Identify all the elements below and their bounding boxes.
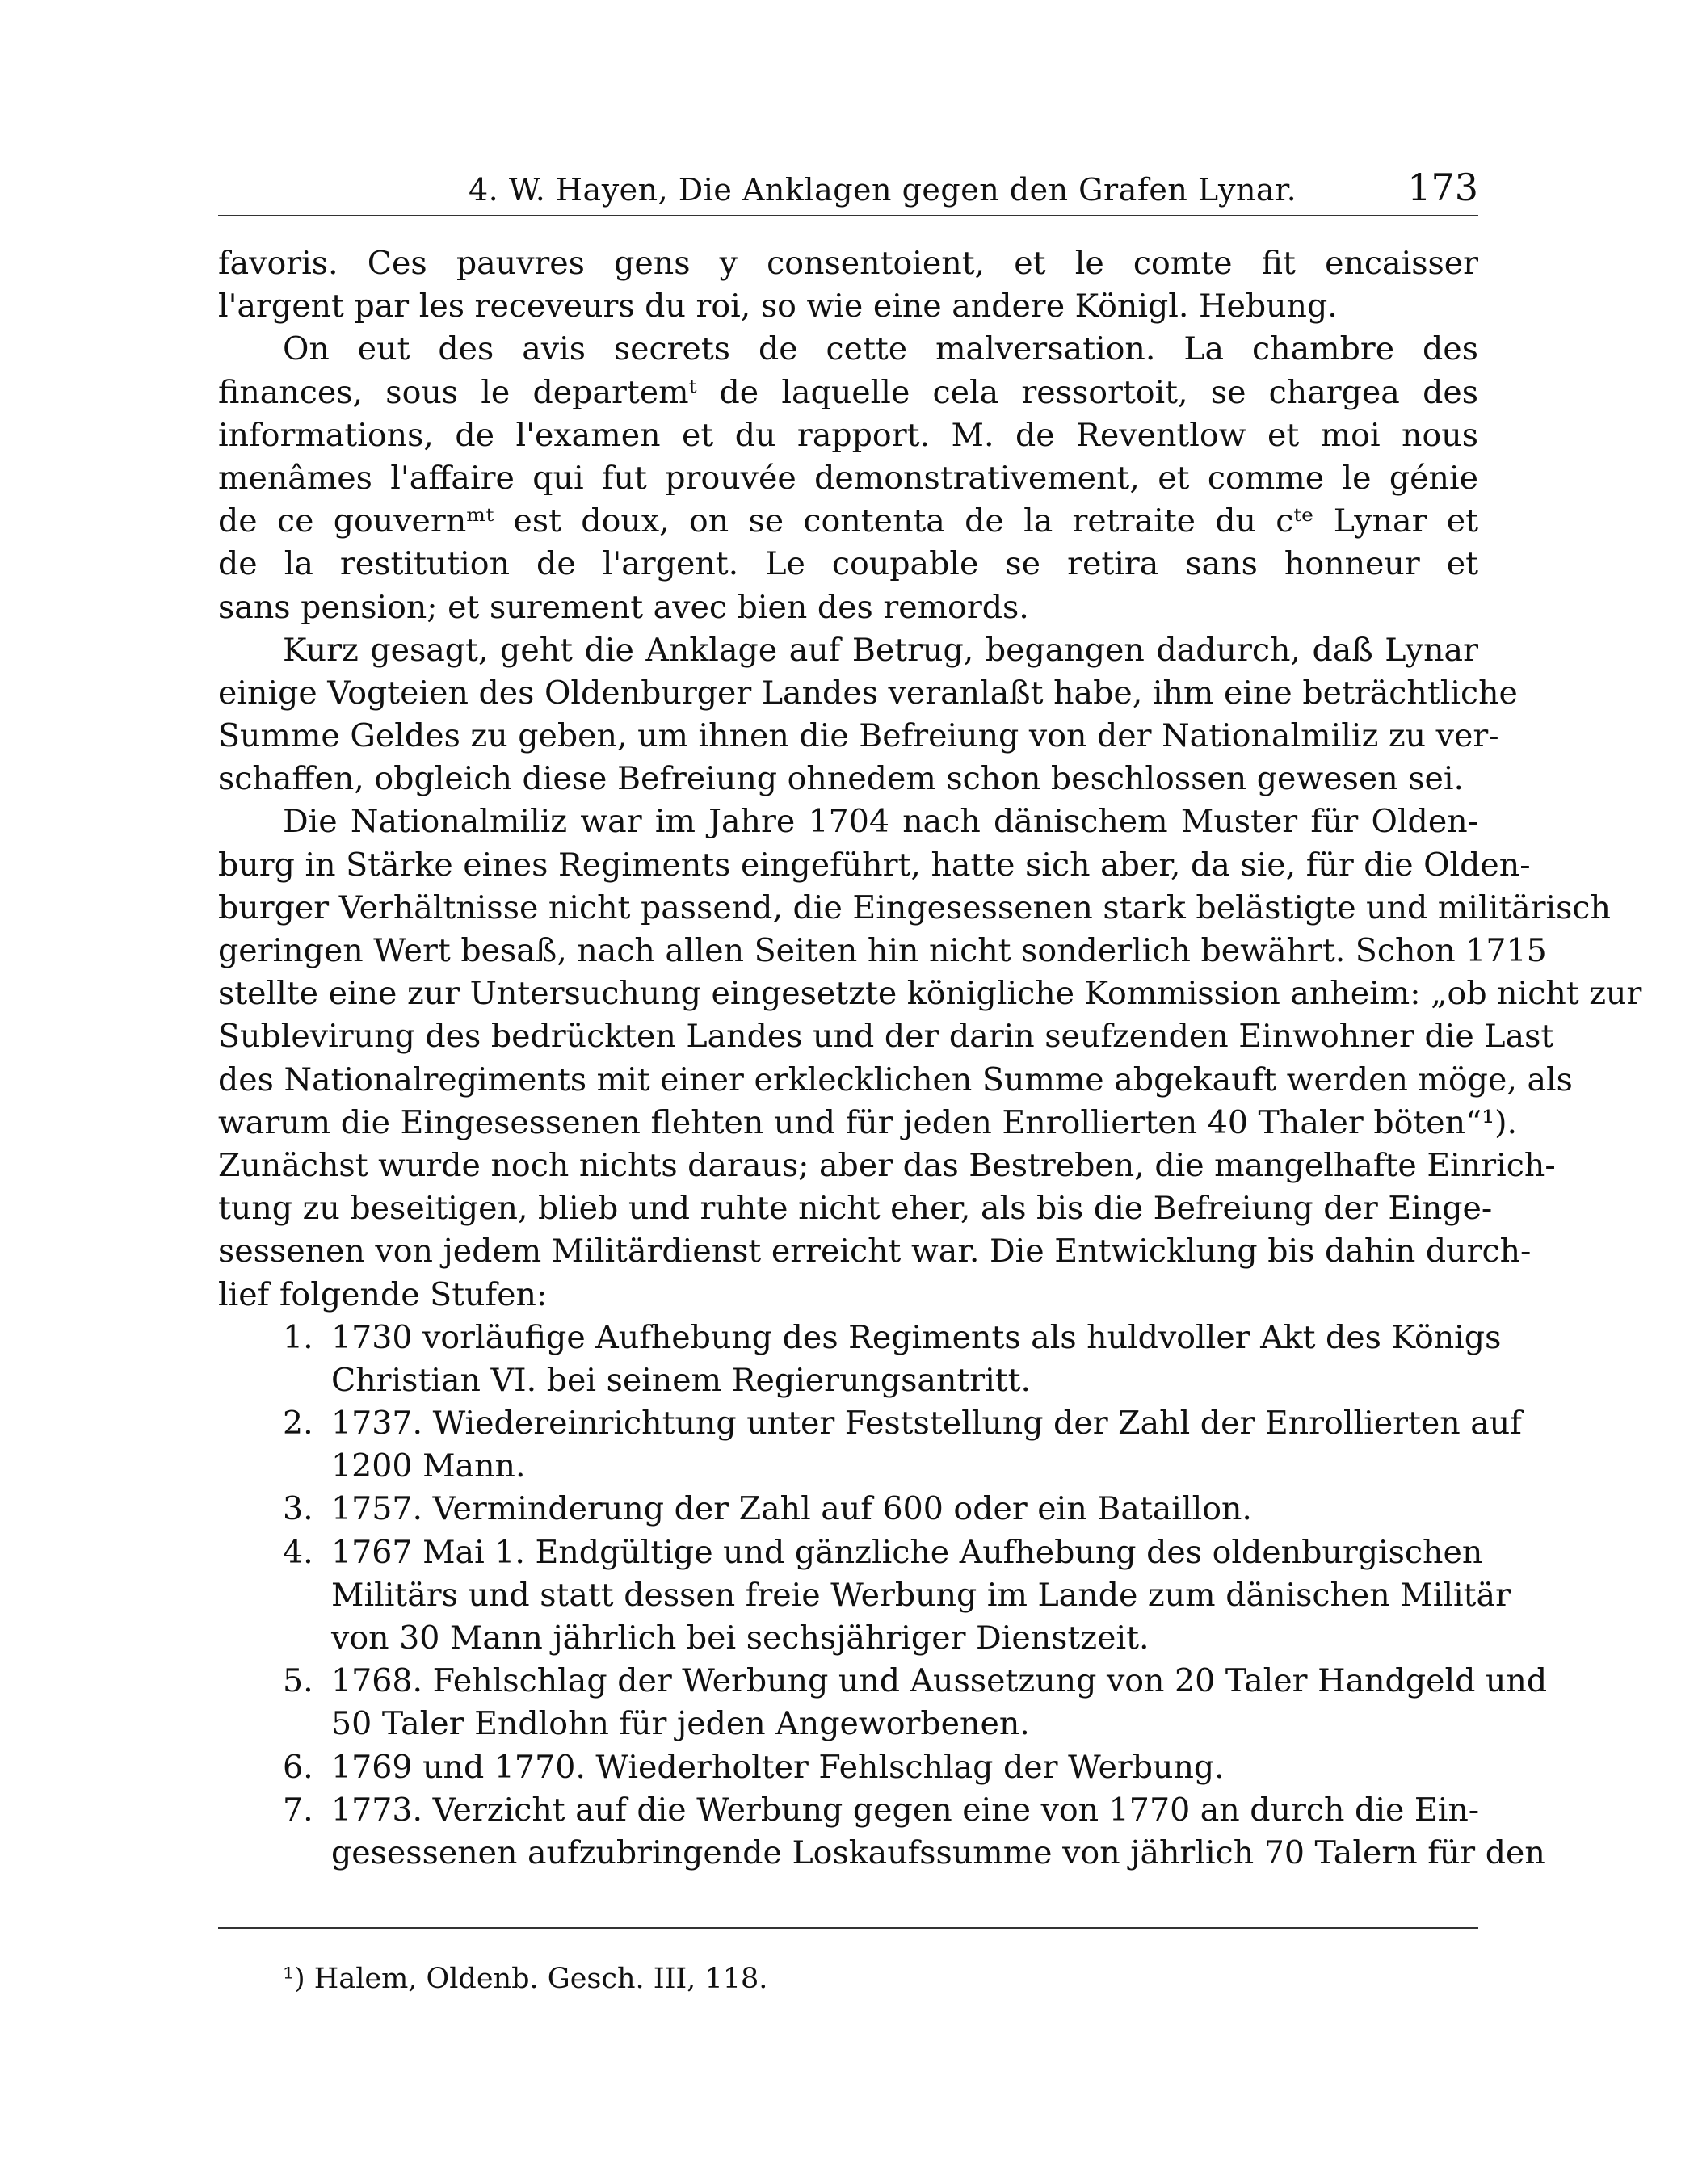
text-line: Christian VI. bei seinem Regierungsantritt. — [331, 1361, 1032, 1399]
list-number: 4. — [283, 1533, 313, 1571]
text-line: einige Vogteien des Oldenburger Landes veranlaßt habe, ihm eine beträchtliche — [218, 674, 1518, 712]
list-item — [218, 1488, 1478, 1531]
text-line: tung zu beseitigen, blieb und ruhte nicht eher, als bis die Befreiung der Einge- — [218, 1190, 1493, 1228]
stages-list — [218, 1317, 1548, 1875]
text-line: 1767 Mai 1. Endgültige und gänzliche Aufhebung des oldenburgischen — [331, 1533, 1483, 1571]
list-item — [218, 1660, 1548, 1745]
french-quote — [218, 242, 1478, 629]
text-line: l'argent par les receveurs du roi, so wie eine andere Königl. Hebung. — [218, 288, 1338, 326]
text-line: gesessenen aufzubringende Loskaufssumme von jährlich 70 Talern für den — [331, 1833, 1545, 1871]
paragraph-nationalmiliz — [218, 800, 1642, 1316]
list-number: 2. — [283, 1405, 313, 1443]
footnote: ¹) Halem, Oldenb. Gesch. III, 118. — [283, 1963, 768, 1995]
text-line: von 30 Mann jährlich bei sechsjähriger Dienstzeit. — [331, 1619, 1150, 1657]
footnote-rule — [218, 1927, 1478, 1929]
text-line: informations, de l'examen et du rapport. M. de Reventlow et moi nous — [218, 416, 1478, 454]
list-number: 1. — [283, 1318, 313, 1356]
text-line: 50 Taler Endlohn für jeden Angeworbenen. — [331, 1705, 1030, 1743]
text-line: favoris. Ces pauvres gens y consentoient, et le comte fit encaisser — [218, 245, 1478, 282]
list-item — [218, 1789, 1545, 1875]
list-number: 6. — [283, 1748, 313, 1786]
text-line: burg in Stärke eines Regiments eingeführt, hatte sich aber, da sie, für die Olden- — [218, 846, 1531, 884]
text-line: sessenen von jedem Militärdienst erreicht war. Die Entwicklung bis dahin durch- — [218, 1233, 1532, 1270]
text-line: 1757. Verminderung der Zahl auf 600 oder ein Bataillon. — [331, 1490, 1252, 1528]
text-line: 1769 und 1770. Wiederholter Fehlschlag der Werbung. — [331, 1748, 1225, 1786]
text-line: menâmes l'affaire qui fut prouvée demonstrativement, et comme le génie — [218, 459, 1478, 497]
body-text — [218, 242, 1642, 1875]
text-line: finances, sous le departemᵗ de laquelle cela ressortoit, se chargea des — [218, 373, 1478, 411]
page-number: 173 — [1407, 166, 1478, 209]
text-line: Die Nationalmiliz war im Jahre 1704 nach dänischem Muster für Olden- — [283, 803, 1478, 841]
text-line: Kurz gesagt, geht die Anklage auf Betrug, begangen dadurch, daß Lynar — [283, 631, 1478, 669]
text-line: 1200 Mann. — [331, 1447, 526, 1485]
running-head — [218, 166, 1478, 214]
text-line: de ce gouvernᵐᵗ est doux, on se contenta de la retraite du cᵗᵉ Lynar et — [218, 502, 1478, 540]
text-line: lief folgende Stufen: — [218, 1275, 548, 1313]
text-line: schaffen, obgleich diese Befreiung ohnedem schon beschlossen gewesen sei. — [218, 760, 1465, 798]
text-line: Zunächst wurde noch nichts daraus; aber das Bestreben, die mangelhafte Einrich- — [218, 1146, 1556, 1184]
text-line: 1768. Fehlschlag der Werbung und Aussetzung von 20 Taler Handgeld und — [331, 1662, 1548, 1700]
text-line: 1737. Wiedereinrichtung unter Feststellung der Zahl der Enrollierten auf — [331, 1405, 1522, 1443]
text-line: On eut des avis secrets de cette malversation. La chambre des — [283, 330, 1478, 368]
text-line: warum die Eingesessenen flehten und für jeden Enrollierten 40 Thaler böten“¹). — [218, 1103, 1518, 1141]
paragraph-summary — [218, 629, 1518, 801]
text-line: 1773. Verzicht auf die Werbung gegen eine von 1770 an durch die Ein- — [331, 1791, 1480, 1829]
text-line: des Nationalregiments mit einer erklecklichen Summe abgekauft werden möge, als — [218, 1060, 1573, 1098]
text-line: geringen Wert besaß, nach allen Seiten hin nicht sonderlich bewährt. Schon 1715 — [218, 932, 1547, 969]
list-item — [218, 1317, 1502, 1402]
text-line: burger Verhältnisse nicht passend, die Eingesessenen stark belästigte und militärisch — [218, 888, 1611, 926]
list-item — [218, 1402, 1522, 1488]
text-line: sans pension; et surement avec bien des remords. — [218, 588, 1029, 626]
running-title: 4. W. Hayen, Die Anklagen gegen den Grafen Lynar. — [469, 172, 1297, 208]
text-line: de la restitution de l'argent. Le coupable se retira sans honneur et — [218, 545, 1478, 583]
text-line: stellte eine zur Untersuchung eingesetzte königliche Kommission anheim: „ob nicht zur — [218, 975, 1642, 1013]
list-item — [218, 1531, 1511, 1661]
text-line: Militärs und statt dessen freie Werbung im Lande zum dänischen Militär — [331, 1576, 1511, 1614]
text-line: Summe Geldes zu geben, um ihnen die Befreiung von der Nationalmiliz zu ver- — [218, 717, 1499, 755]
text-line: Sublevirung des bedrückten Landes und der darin seufzenden Einwohner die Last — [218, 1018, 1554, 1056]
list-number: 3. — [283, 1490, 313, 1528]
list-item — [218, 1746, 1478, 1789]
header-rule — [218, 215, 1478, 216]
list-number: 7. — [283, 1791, 313, 1829]
text-line: 1730 vorläufige Aufhebung des Regiments als huldvoller Akt des Königs — [331, 1318, 1502, 1356]
list-number: 5. — [283, 1662, 313, 1700]
